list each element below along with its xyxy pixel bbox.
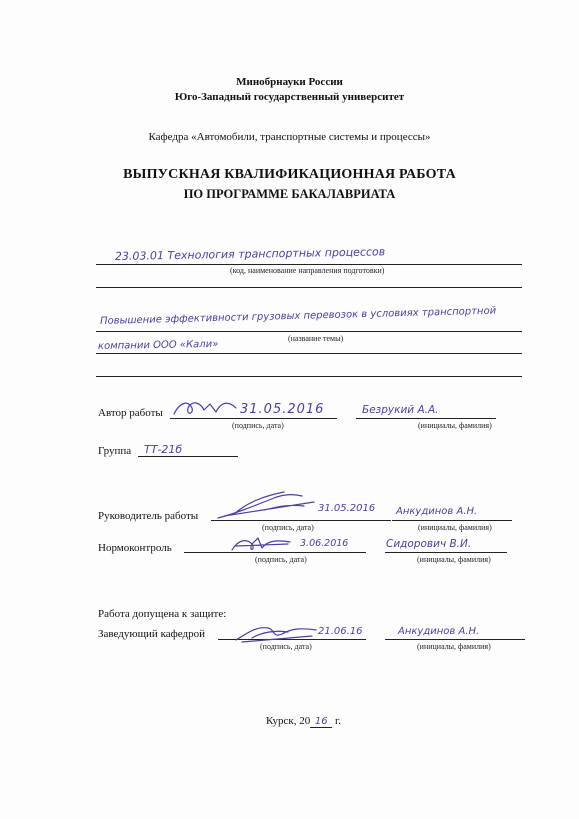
topic-line-2 <box>96 353 522 354</box>
topic-line-3 <box>96 376 522 377</box>
author-name-caption: (инициалы, фамилия) <box>418 421 492 430</box>
normcontrol-label: Нормоконтроль <box>98 542 172 554</box>
supervisor-label: Руководитель работы <box>98 510 199 522</box>
normcontrol-sig-caption: (подпись, дата) <box>255 555 307 564</box>
author-signature <box>170 396 250 422</box>
footer-year-suffix: 16 <box>314 716 328 727</box>
topic-handwritten-1: Повышение эффективности грузовых перевозок в условиях транспортной <box>99 305 497 327</box>
topic-caption: (название темы) <box>288 334 344 343</box>
direction-caption: (код, наименование направления подготовки) <box>230 266 385 275</box>
normcontrol-name: Сидорович В.И. <box>386 538 472 550</box>
supervisor-name-line <box>392 520 512 521</box>
head-name-caption: (инициалы, фамилия) <box>417 642 491 651</box>
supervisor-date: 31.05.2016 <box>318 503 376 514</box>
topic-line-1 <box>96 331 522 332</box>
author-sig-caption: (подпись, дата) <box>232 421 284 430</box>
ministry-name: Минобрнауки России <box>236 76 343 88</box>
footer-city <box>266 715 341 728</box>
supervisor-signature <box>214 488 334 522</box>
author-name: Безрукий А.А. <box>362 404 439 416</box>
head-name: Анкудинов А.Н. <box>398 626 480 637</box>
supervisor-sig-caption: (подпись, дата) <box>262 523 314 532</box>
university-name: Юго-Западный государственный университет <box>174 91 405 103</box>
author-name-line <box>356 418 496 419</box>
author-label: Автор работы <box>98 407 163 419</box>
supervisor-name-caption: (инициалы, фамилия) <box>418 523 492 532</box>
normcontrol-signature <box>228 532 298 556</box>
direction-line-2 <box>96 287 522 288</box>
group-line <box>138 456 238 457</box>
department-name: Кафедра «Автомобили, транспортные системы и процессы» <box>148 131 431 143</box>
supervisor-name: Анкудинов А.Н. <box>396 506 478 517</box>
head-sig-caption: (подпись, дата) <box>260 642 312 651</box>
head-label: Заведующий кафедрой <box>98 628 205 640</box>
document-subtitle: ПО ПРОГРАММЕ БАКАЛАВРИАТА <box>183 187 396 201</box>
footer-year-g: г. <box>335 715 342 727</box>
group-label: Группа <box>98 445 132 457</box>
direction-line <box>96 264 522 265</box>
admission-label: Работа допущена к защите: <box>98 608 227 620</box>
head-date: 21.06.16 <box>318 626 363 637</box>
normcontrol-date: 3.06.2016 <box>300 538 349 549</box>
author-date: 31.05.2016 <box>240 402 325 417</box>
group-value: ТТ-21б <box>144 443 183 456</box>
normcontrol-name-line <box>385 552 507 553</box>
direction-handwritten: 23.03.01 Технология транспортных процессов <box>114 245 386 263</box>
normcontrol-name-caption: (инициалы, фамилия) <box>417 555 491 564</box>
footer-city-prefix: Курск, 20 <box>266 715 311 727</box>
document-title: ВЫПУСКНАЯ КВАЛИФИКАЦИОННАЯ РАБОТА <box>123 167 456 182</box>
footer-year-blank <box>310 715 332 728</box>
topic-handwritten-2: компании ООО «Кали» <box>97 338 219 352</box>
head-name-line <box>385 639 525 640</box>
